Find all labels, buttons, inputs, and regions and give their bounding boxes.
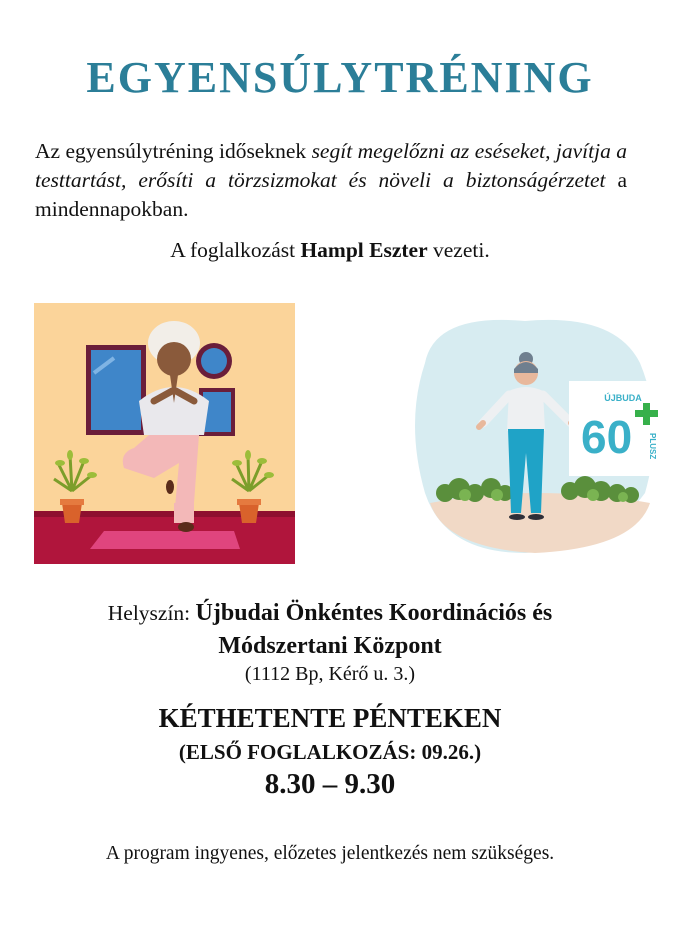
schedule-time: 8.30 – 9.30 bbox=[264, 768, 396, 800]
location-block bbox=[0, 597, 660, 663]
intro-text-end: a mindennapokban. bbox=[35, 168, 627, 221]
address: (1112 Bp, Kérő u. 3.) bbox=[244, 663, 416, 685]
intro-paragraph bbox=[35, 137, 627, 224]
location-name-line2: Módszertani Központ bbox=[218, 633, 442, 659]
svg-text:ÚJBUDA: ÚJBUDA bbox=[604, 393, 642, 403]
location-name-line1: Újbudai Önkéntes Koordinációs és bbox=[195, 600, 553, 626]
intro-text-start: Az egyensúlytréning időseknek bbox=[35, 139, 312, 163]
leader-suffix: vezeti. bbox=[427, 238, 490, 262]
schedule-first-session: (ELSŐ FOGLALKOZÁS: 09.26.) bbox=[178, 740, 482, 764]
page-title: EGYENSÚLYTRÉNING bbox=[86, 53, 594, 102]
balance-woman-illustration bbox=[405, 303, 668, 568]
leader-name: Hampl Eszter bbox=[300, 238, 428, 262]
svg-text:60: 60 bbox=[581, 411, 633, 463]
schedule-frequency: KÉTHETENTE PÉNTEKEN bbox=[158, 703, 502, 733]
intro-text-italic: segít megelőzni az eséseket, javítja a testtartást, erősíti a törzsizmokat és növeli a biztonságérzetet bbox=[35, 139, 627, 192]
location-label: Helyszín: bbox=[107, 601, 196, 625]
svg-text:PLUSZ: PLUSZ bbox=[648, 433, 657, 460]
leader-prefix: A foglalkozást bbox=[170, 238, 301, 262]
footer-note: A program ingyenes, előzetes jelentkezés nem szükséges. bbox=[105, 843, 555, 864]
leader-line bbox=[0, 238, 660, 263]
yoga-woman-illustration bbox=[34, 303, 295, 564]
